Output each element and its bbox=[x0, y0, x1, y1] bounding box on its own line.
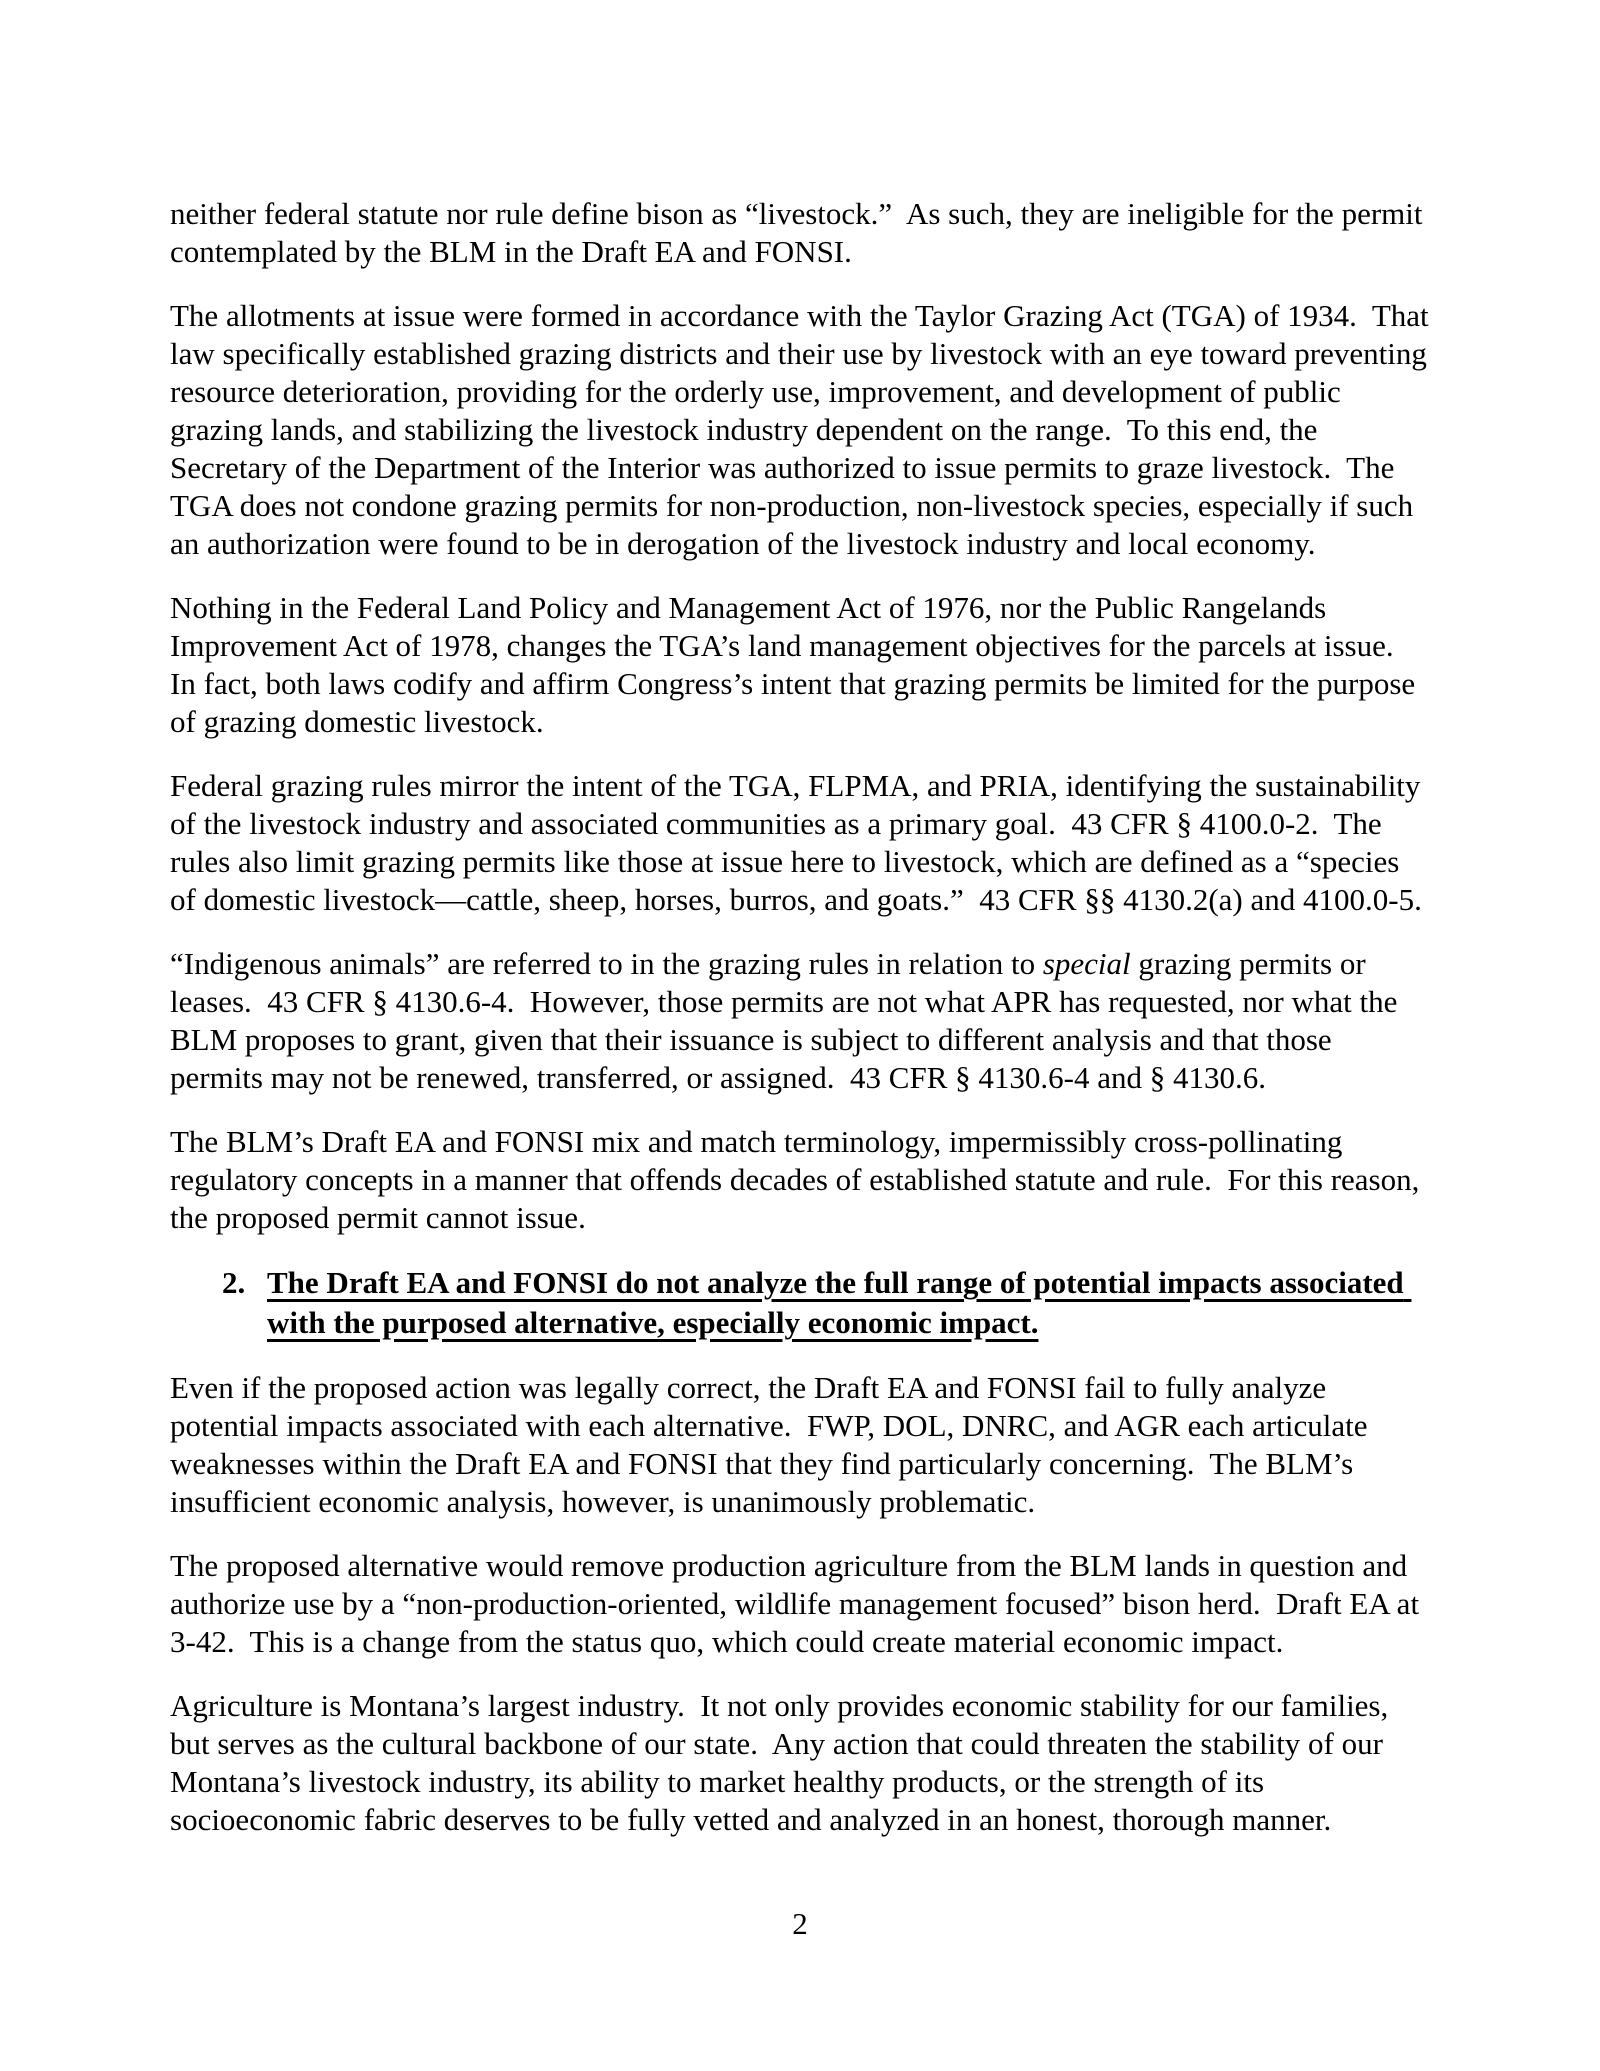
paragraph-proposed-alternative: The proposed alternative would remove production agriculture from the BLM lands in question and authorize use by a “non-production-oriented, wildlife management focused” bison herd. Draft EA at 3-42. This is a change from the status quo, which could create material economic impact. bbox=[170, 1548, 1427, 1659]
page-number: 2 bbox=[792, 1906, 808, 1941]
paragraph-agriculture-montana: Agriculture is Montana’s largest industry. It not only provides economic stability for our families, but serves as the cultural backbone of our state. Any action that could threaten the stability of our Montana’s livestock industry, its ability to market healthy products, or the strength of its socioeconomic fabric deserves to be fully vetted and analyzed in an honest, thorough manner. bbox=[170, 1688, 1396, 1837]
paragraph-flpma-pria: Nothing in the Federal Land Policy and Management Act of 1976, nor the Public Rangelands Improvement Act of 1978, changes the TGA’s land management objectives for the parcels at issue. In fact, both laws codify and affirm Congress’s intent that grazing permits be limited for the purpose of grazing domestic livestock. bbox=[170, 590, 1423, 739]
paragraph-segment: “Indigenous animals” are referred to in the grazing rules in relation to bbox=[170, 946, 1043, 981]
section-heading-text: The Draft EA and FONSI do not analyze the full range of potential impacts associated with the purposed alternative, especially economic impact. bbox=[267, 1265, 1412, 1340]
italic-word-special: special bbox=[1042, 946, 1131, 981]
section-heading-number: 2. bbox=[222, 1265, 246, 1300]
paragraph-federal-grazing-rules: Federal grazing rules mirror the intent of the TGA, FLPMA, and PRIA, identifying the sustainability of the livestock industry and associated communities as a primary goal. 43 CFR § 4100.0-2. The rules also limit grazing permits like those at issue here to livestock, which are defined as a “species of domestic livestock—cattle, sheep, horses, burros, and goats.” 43 CFR §§ 4130.2(a) and 4100.0-5. bbox=[170, 768, 1429, 917]
paragraph-bison-not-livestock: neither federal statute nor rule define bison as “livestock.” As such, they are ineligible for the permit contemplated by the BLM in the Draft EA and FONSI. bbox=[170, 196, 1431, 269]
section-heading-2 bbox=[222, 1263, 1430, 1343]
paragraph-terminology-mix: The BLM’s Draft EA and FONSI mix and match terminology, impermissibly cross-pollinating regulatory concepts in a manner that offends decades of established statute and rule. For this reason, the proposed permit cannot issue. bbox=[170, 1124, 1428, 1235]
document-body bbox=[170, 195, 1437, 1865]
paragraph-segment: grazing permits or leases. 43 CFR § 4130.6-4. However, those permits are not what APR has requested, nor what the BLM proposes to grant, given that their issuance is subject to different analysis and that those permits may not be renewed, transferred, or assigned. 43 CFR § 4130.6-4 and § 4130.6. bbox=[170, 946, 1406, 1095]
paragraph-fail-to-analyze: Even if the proposed action was legally correct, the Draft EA and FONSI fail to fully analyze potential impacts associated with each alternative. FWP, DOL, DNRC, and AGR each articulate weaknesses within the Draft EA and FONSI that they find particularly concerning. The BLM’s insufficient economic analysis, however, is unanimously problematic. bbox=[170, 1370, 1376, 1519]
paragraph-taylor-grazing-act: The allotments at issue were formed in accordance with the Taylor Grazing Act (TGA) of 1934. That law specifically established grazing districts and their use by livestock with an eye toward preventing resource deterioration, providing for the orderly use, improvement, and development of public grazing lands, and stabilizing the livestock industry dependent on the range. To this end, the Secretary of the Department of the Interior was authorized to issue permits to graze livestock. The TGA does not condone grazing permits for non-production, non-livestock species, especially if such an authorization were found to be in derogation of the livestock industry and local economy. bbox=[170, 298, 1437, 561]
paragraph-indigenous-animals bbox=[170, 945, 1430, 1097]
